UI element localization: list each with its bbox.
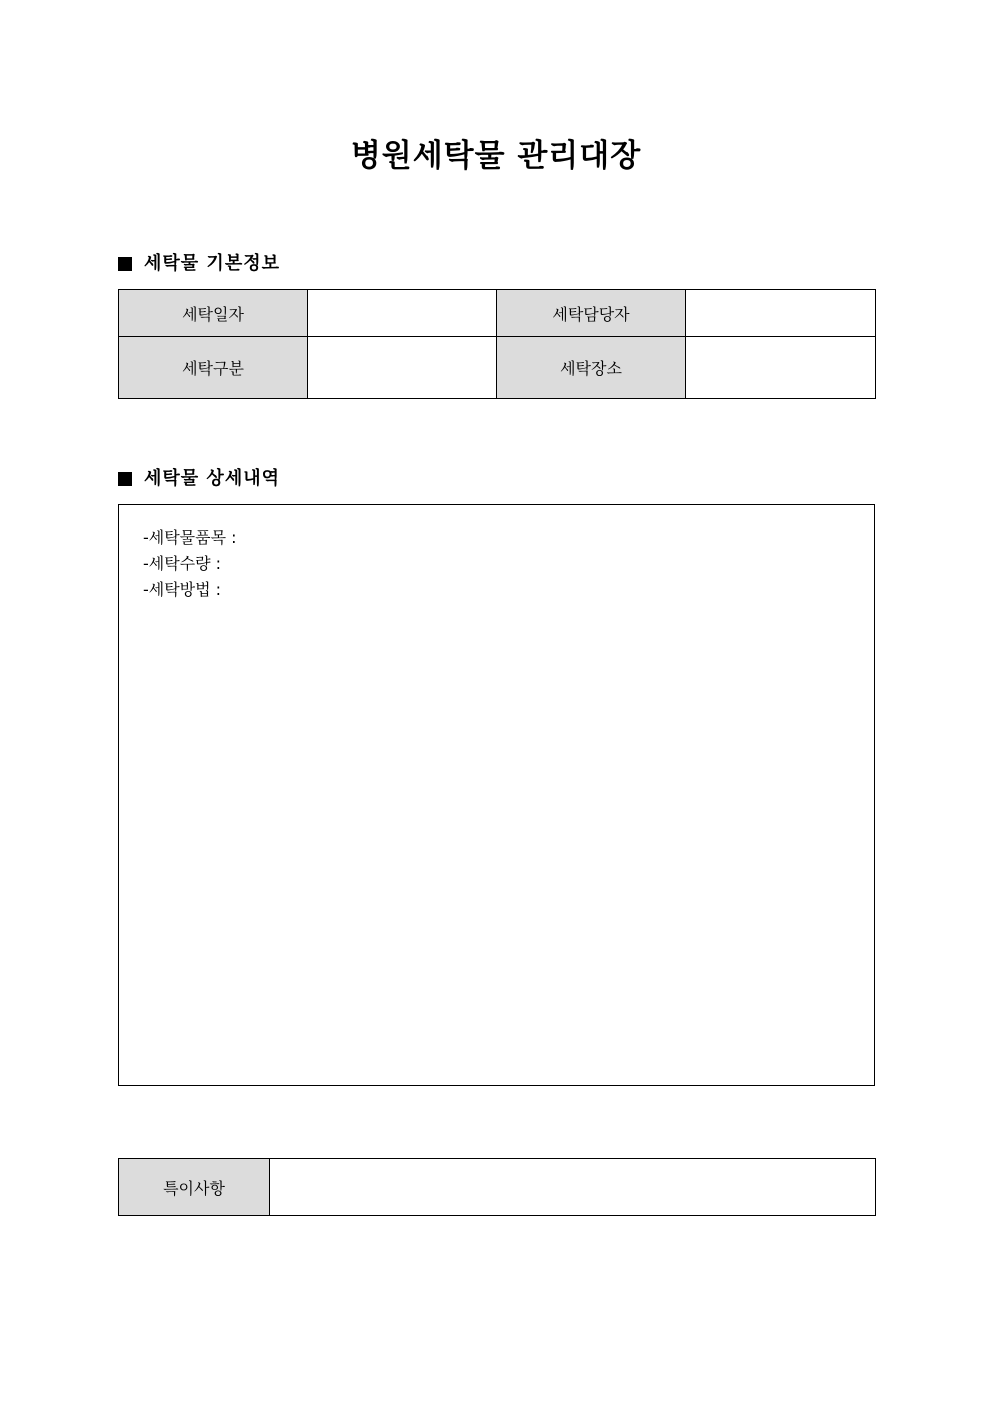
basic-info-table xyxy=(118,289,876,399)
wash-manager-label: 세탁담당자 xyxy=(497,290,686,337)
wash-date-field[interactable] xyxy=(308,290,497,337)
wash-type-field[interactable] xyxy=(308,337,497,399)
detail-lines xyxy=(143,525,237,603)
detail-line-method: -세탁방법 : xyxy=(143,580,222,599)
notes-label: 특이사항 xyxy=(119,1159,270,1216)
section-heading-text: 세탁물 기본정보 xyxy=(144,253,280,274)
black-square-icon xyxy=(118,472,132,486)
document-title: 병원세탁물 관리대장 xyxy=(350,138,642,174)
detail-line-quantity: -세탁수량 : xyxy=(143,554,222,573)
section-heading-text: 세탁물 상세내역 xyxy=(144,468,280,489)
wash-date-label: 세탁일자 xyxy=(119,290,308,337)
section-heading-basic-info xyxy=(118,252,280,276)
table-row xyxy=(119,337,876,399)
detail-line-item: -세탁물품목 : xyxy=(143,528,237,547)
wash-type-label: 세탁구분 xyxy=(119,337,308,399)
table-row xyxy=(119,1159,876,1216)
section-heading-detail xyxy=(118,467,280,491)
wash-manager-field[interactable] xyxy=(686,290,876,337)
black-square-icon xyxy=(118,257,132,271)
wash-location-field[interactable] xyxy=(686,337,876,399)
notes-field[interactable] xyxy=(270,1159,876,1216)
wash-location-label: 세탁장소 xyxy=(497,337,686,399)
notes-table xyxy=(118,1158,876,1216)
table-row xyxy=(119,290,876,337)
detail-box[interactable] xyxy=(118,504,875,1086)
